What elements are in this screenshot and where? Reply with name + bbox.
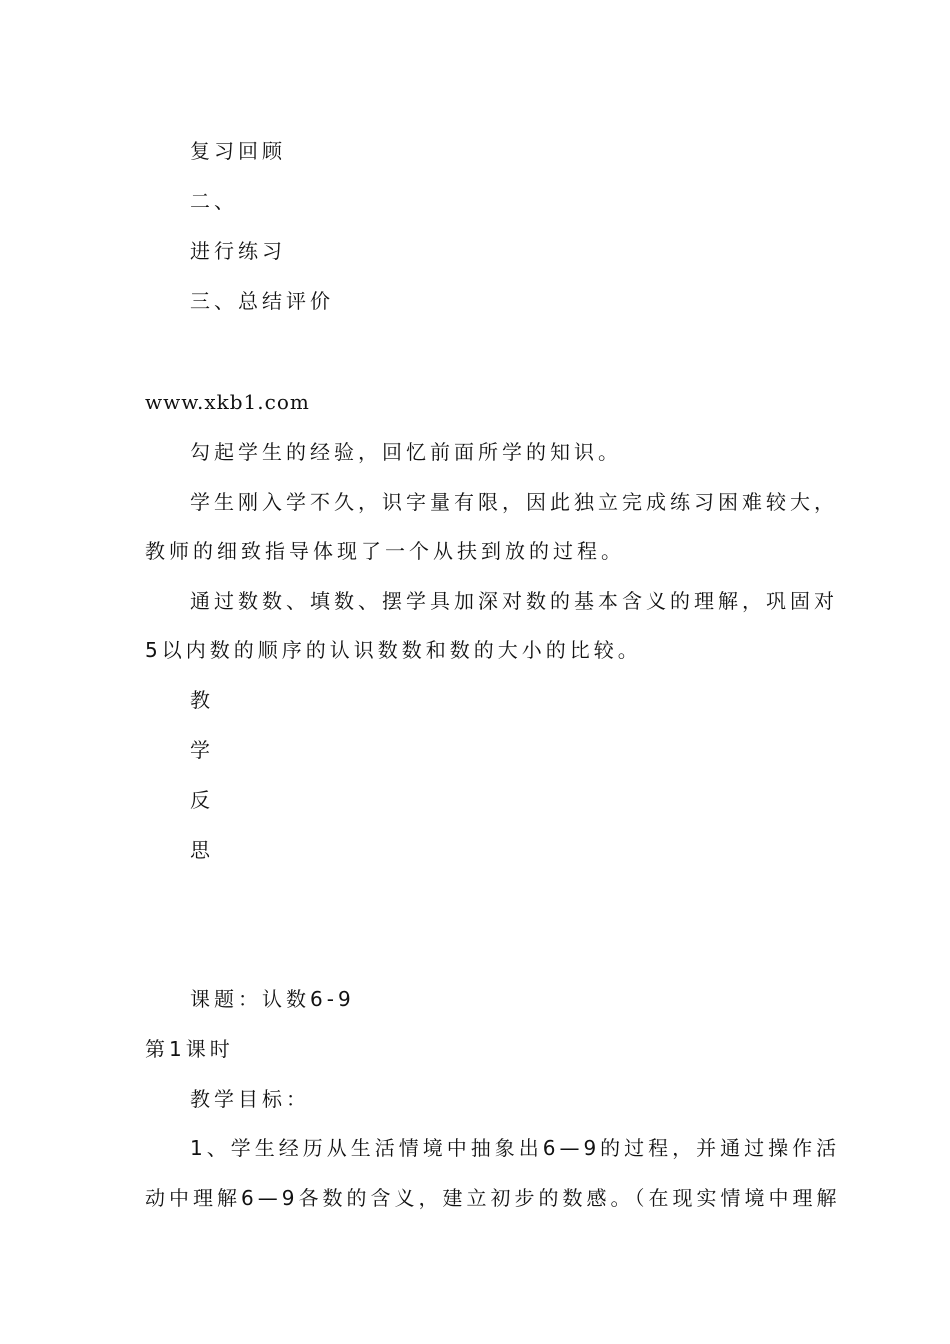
note-paragraph-3-line-1: 通过数数、填数、摆学具加深对数的基本含义的理解，巩固对 [190, 589, 838, 613]
review-heading: 复习回顾 [190, 139, 286, 163]
note-paragraph-3-line-2: 5以内数的顺序的认识数数和数的大小的比较。 [145, 638, 642, 662]
lesson-title: 课题：认数6-9 [190, 987, 355, 1011]
goal-1-line-1: 1、学生经历从生活情境中抽象出6—9的过程，并通过操作活 [190, 1136, 841, 1160]
lesson-period: 第1课时 [145, 1037, 234, 1061]
practice-heading: 进行练习 [190, 239, 286, 263]
goal-1-line-2: 动中理解6—9各数的含义，建立初步的数感。（在现实情境中理解 [145, 1186, 841, 1210]
goals-heading: 教学目标： [190, 1087, 310, 1111]
note-paragraph-2-line-2: 教师的细致指导体现了一个从扶到放的过程。 [145, 539, 625, 563]
summary-heading: 三、总结评价 [190, 289, 334, 313]
watermark-url: www.xkb1.com [145, 390, 310, 414]
reflection-char-3: 反 [190, 788, 214, 812]
note-paragraph-1: 勾起学生的经验，回忆前面所学的知识。 [190, 440, 622, 464]
reflection-char-1: 教 [190, 688, 214, 712]
reflection-char-4: 思 [190, 838, 214, 862]
section-two-label: 二、 [190, 189, 238, 213]
reflection-char-2: 学 [190, 738, 214, 762]
note-paragraph-2-line-1: 学生刚入学不久，识字量有限，因此独立完成练习困难较大， [190, 490, 838, 514]
